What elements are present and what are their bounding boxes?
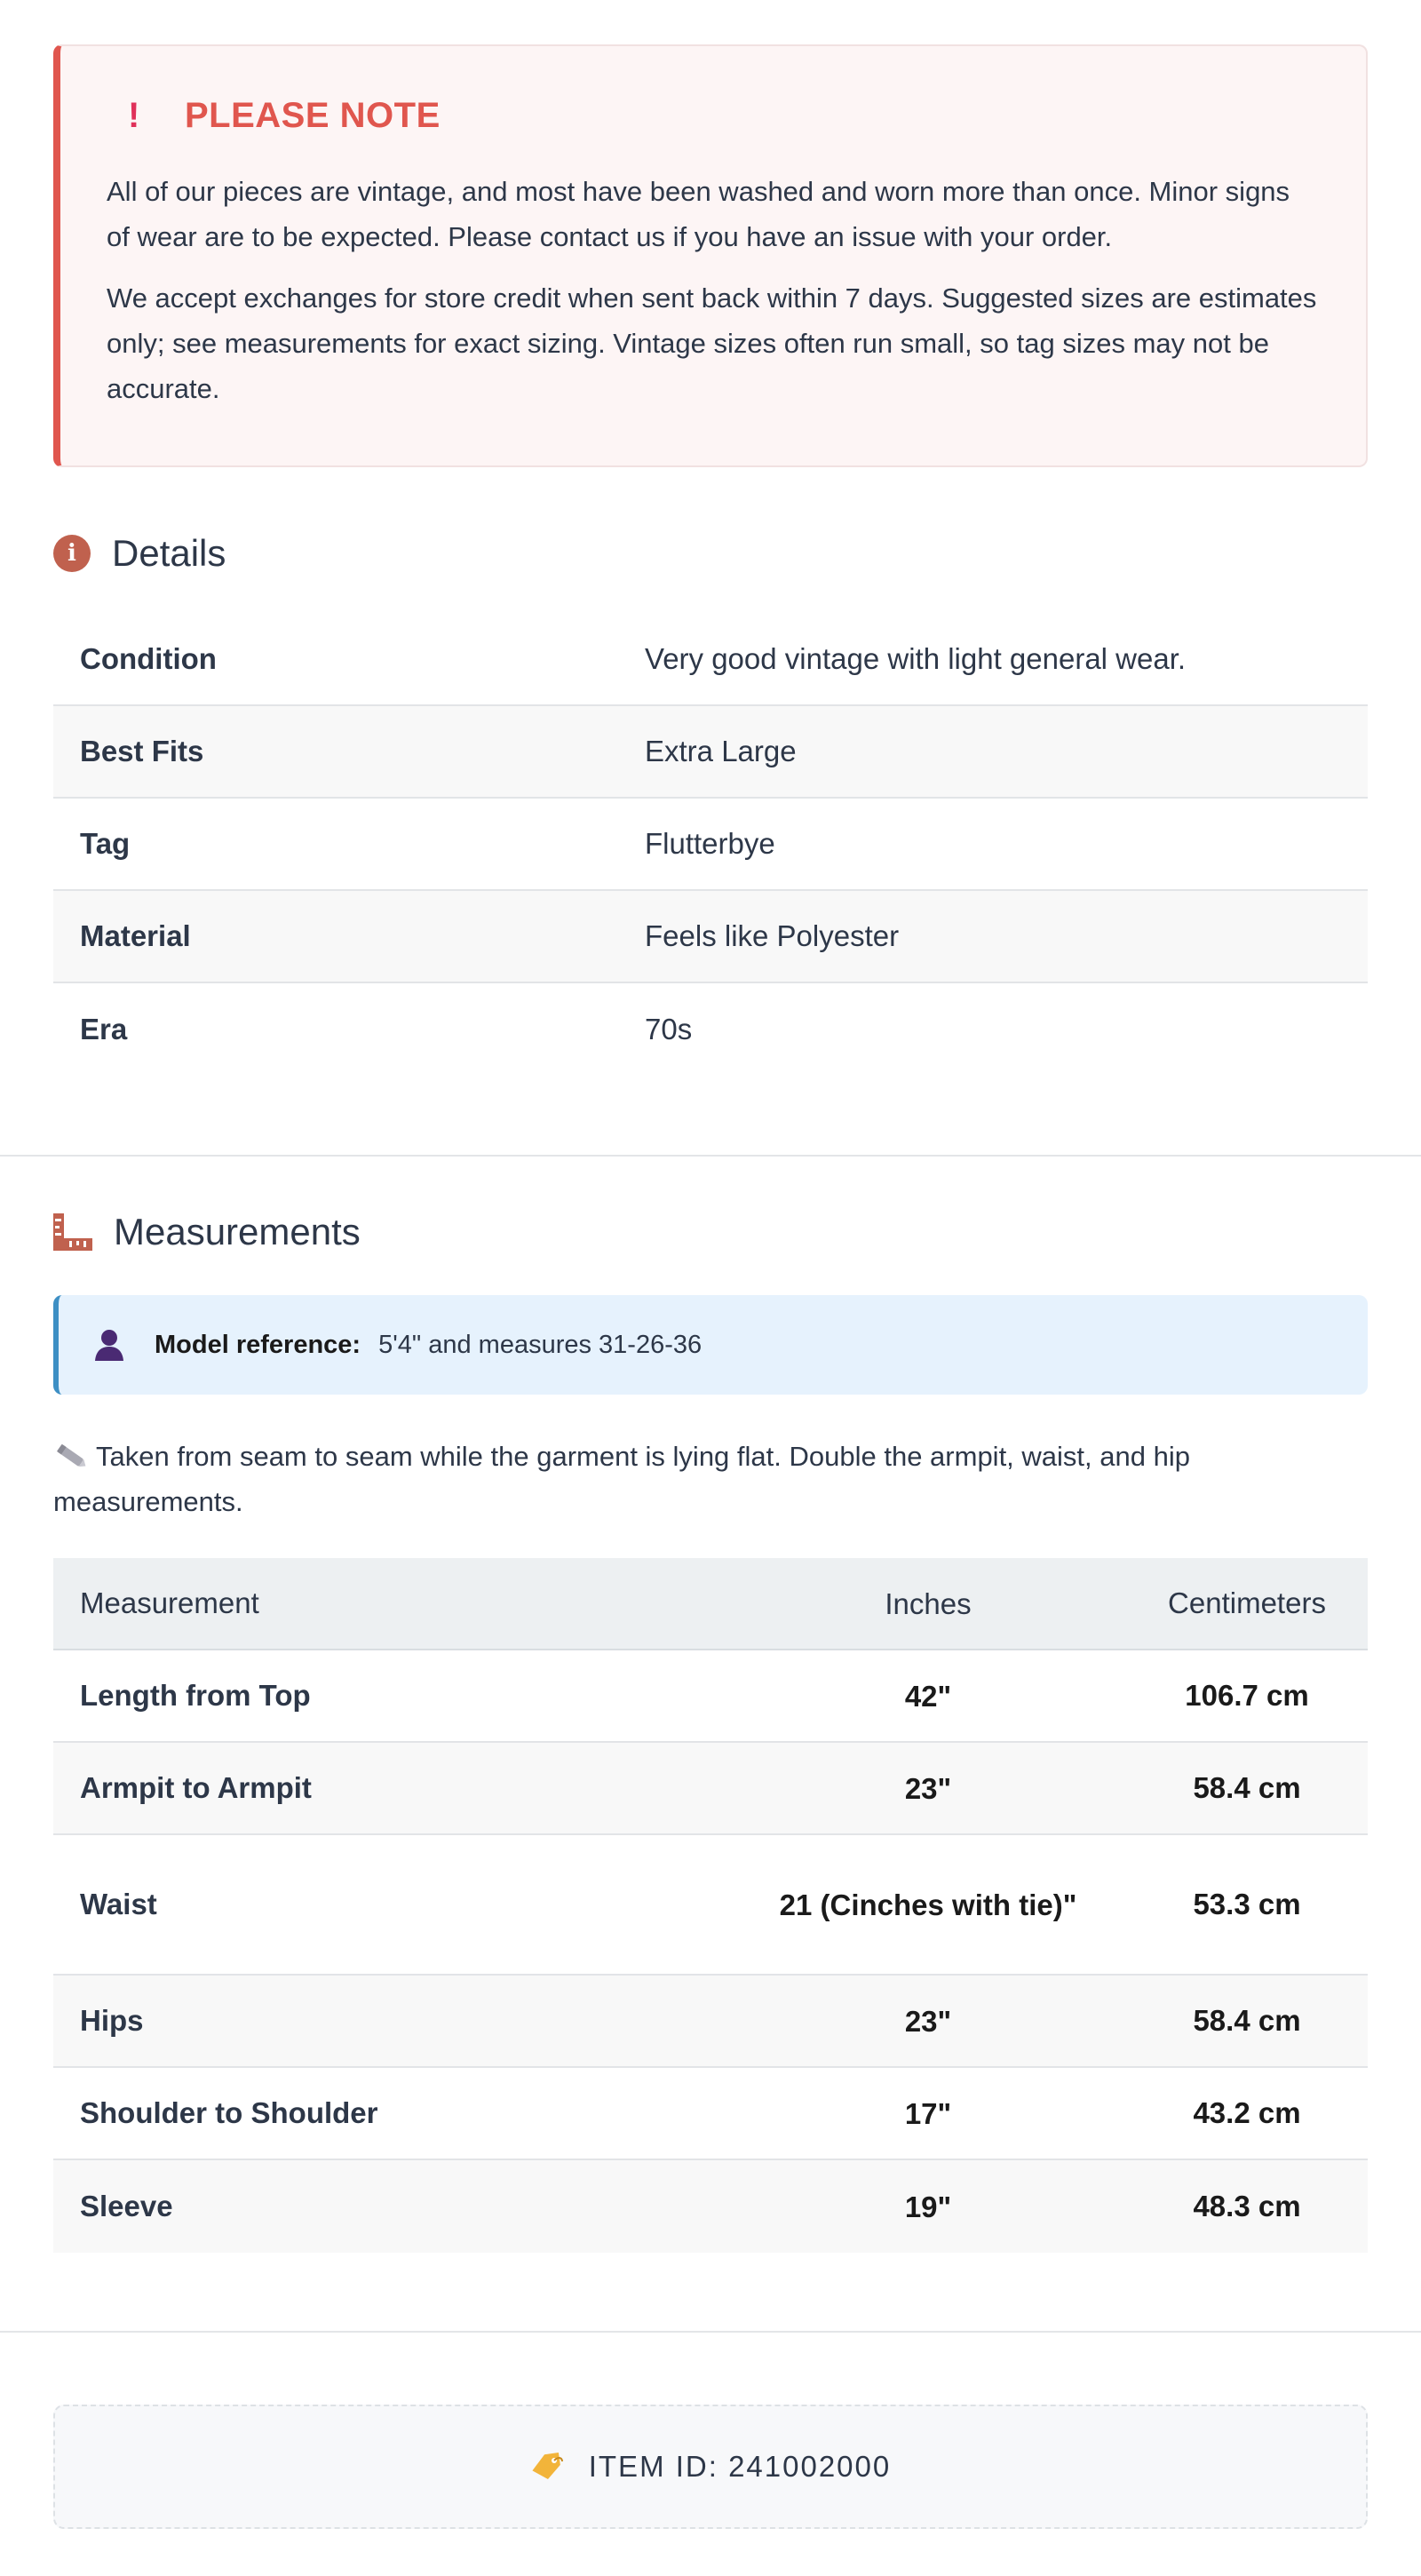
please-note-notice	[53, 44, 1368, 467]
measurement-note	[53, 1434, 1368, 1524]
measurement-name: Shoulder to Shoulder	[80, 2096, 378, 2129]
details-label: Best Fits	[80, 735, 204, 767]
table-row	[53, 1835, 1368, 1976]
details-value: Feels like Polyester	[645, 919, 900, 952]
table-header-row	[53, 1558, 1368, 1650]
details-row-best-fits	[53, 706, 1368, 799]
details-value: Flutterbye	[645, 827, 775, 860]
details-label: Tag	[80, 827, 131, 860]
details-row-tag	[53, 799, 1368, 891]
notice-paragraph: All of our pieces are vintage, and most have been washed and worn more than once. Minor signs of wear are to be expected. Please contact us if you have an issue with your order.	[107, 176, 1290, 252]
item-id-box	[53, 2405, 1368, 2529]
measurement-name: Hips	[80, 2004, 144, 2037]
details-value: Extra Large	[645, 735, 797, 767]
ruler-icon	[53, 1213, 92, 1251]
exclamation-icon: !	[128, 96, 140, 135]
details-value: Very good vintage with light general wear.	[645, 642, 1187, 675]
measurement-cm: 58.4 cm	[1193, 1771, 1301, 1804]
measurement-inches: 19"	[904, 2190, 952, 2223]
measurement-inches: 42"	[904, 1679, 952, 1713]
section-divider	[0, 1155, 1421, 1157]
table-row	[53, 2160, 1368, 2253]
item-id-text: ITEM ID: 241002000	[588, 2450, 892, 2483]
column-header-measurement: Measurement	[80, 1586, 259, 1619]
table-row	[53, 2068, 1368, 2160]
details-label: Era	[80, 1013, 128, 1046]
measurement-name: Sleeve	[80, 2190, 173, 2222]
details-label: Material	[80, 919, 191, 952]
measurement-name: Waist	[80, 1888, 157, 1920]
details-row-era	[53, 983, 1368, 1076]
measurement-inches: 23"	[904, 1771, 952, 1805]
measurement-name: Armpit to Armpit	[80, 1771, 312, 1804]
measurement-cm: 58.4 cm	[1193, 2004, 1301, 2037]
column-header-centimeters: Centimeters	[1168, 1586, 1326, 1619]
notice-paragraph: We accept exchanges for store credit when sent back within 7 days. Suggested sizes are estimates only; see measurements for exact sizing. Vintage sizes often run small, so tag sizes may not be accurate.	[107, 282, 1317, 404]
details-title: Details	[112, 532, 226, 574]
measurement-inches: 21 (Cinches with tie)"	[779, 1888, 1077, 1921]
table-row	[53, 1650, 1368, 1743]
person-icon	[94, 1329, 124, 1361]
measurements-header	[53, 1205, 361, 1259]
measurement-inches: 17"	[904, 2096, 952, 2130]
column-header-inches: Inches	[885, 1586, 972, 1620]
measurement-note-text: Taken from seam to seam while the garment is lying flat. Double the armpit, waist, and hip measurements.	[53, 1441, 1190, 1517]
measurement-cm: 43.2 cm	[1193, 2096, 1301, 2129]
model-reference-value: 5'4" and measures 31-26-36	[378, 1330, 703, 1359]
pencil-icon	[53, 1443, 89, 1469]
details-row-condition	[53, 614, 1368, 706]
notice-header	[107, 95, 1320, 135]
measurements-title: Measurements	[114, 1211, 361, 1252]
measurement-cm: 106.7 cm	[1185, 1679, 1309, 1712]
info-icon: i	[53, 535, 91, 572]
details-header	[53, 527, 226, 580]
model-reference-banner	[53, 1295, 1368, 1395]
measurement-name: Length from Top	[80, 1679, 311, 1712]
table-row	[53, 1743, 1368, 1835]
notice-title: PLEASE NOTE	[185, 95, 441, 135]
measurements-table	[53, 1558, 1368, 2253]
measurement-cm: 53.3 cm	[1193, 1888, 1301, 1920]
details-label: Condition	[80, 642, 217, 675]
details-table	[53, 614, 1368, 1076]
section-divider	[0, 2331, 1421, 2333]
table-row	[53, 1976, 1368, 2068]
model-reference-label: Model reference:	[155, 1330, 361, 1359]
tag-icon	[530, 2453, 564, 2481]
details-row-material	[53, 891, 1368, 983]
measurement-inches: 23"	[904, 2004, 952, 2038]
details-value: 70s	[645, 1013, 693, 1046]
measurement-cm: 48.3 cm	[1193, 2190, 1301, 2222]
